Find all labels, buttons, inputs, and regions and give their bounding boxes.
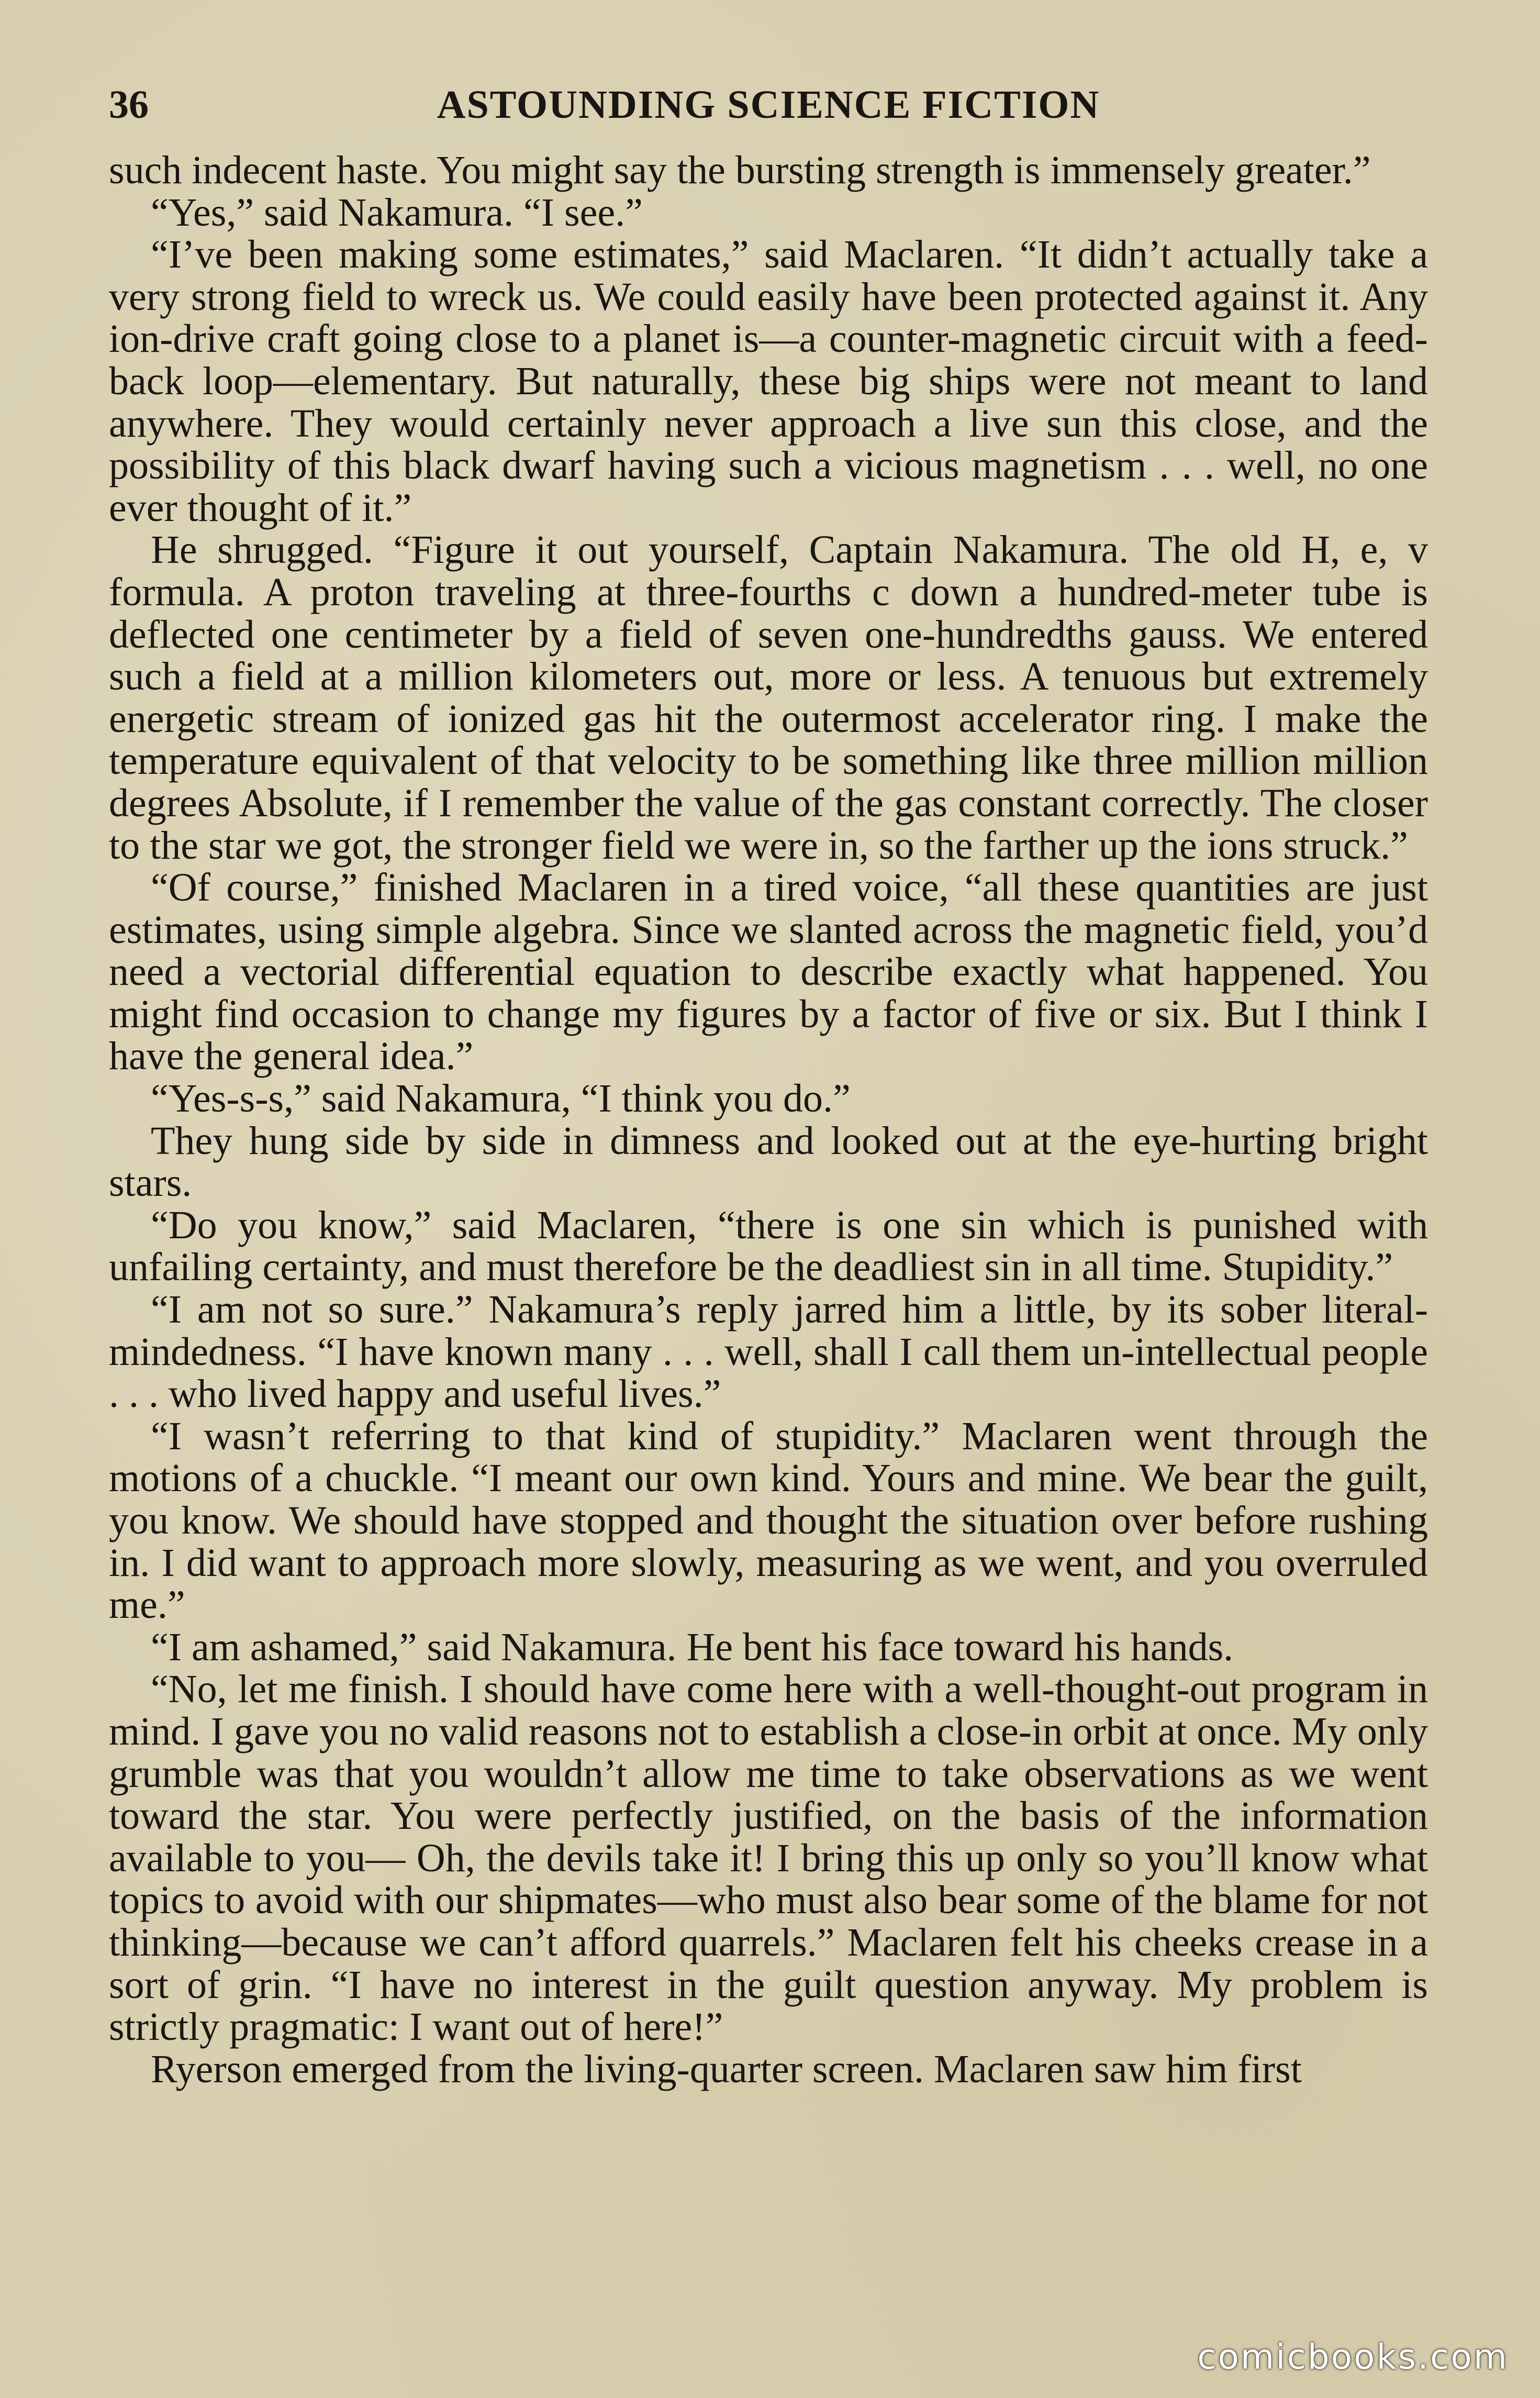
paragraph: “I wasn’t referring to that kind of stupidity.” Maclaren went through the motions of a chuckle. “I meant our own kind. Yours and mine. We bear the guilt, you know. We should have stopped and thought the situation over before rushing in. I did want to approach more slowly, measuring as we went, and you overruled me.” xyxy=(109,1414,1428,1627)
body-text xyxy=(109,149,1428,2090)
paragraph: “Yes,” said Nakamura. “I see.” xyxy=(151,190,643,235)
paragraph: They hung side by side in dimness and looked out at the eye-hurting bright stars. xyxy=(109,1118,1428,1205)
running-head: ASTOUNDING SCIENCE FICTION xyxy=(437,83,1100,127)
paragraph: “Of course,” finished Maclaren in a tired voice, “all these quantities are just estimates, using simple algebra. Since we slanted across the magnetic field, you’d need a vectorial differential equation to describe exactly what happened. You might find occasion to change my figures by a factor of five or six. But I think I have the general idea.” xyxy=(109,865,1428,1079)
paragraph: “I am not so sure.” Nakamura’s reply jarred him a little, by its sober literal-mindedness. “I have known many . . . well, shall I call them un-intellectual people . . . who lived happy and useful lives.” xyxy=(109,1287,1428,1416)
paragraph: “No, let me finish. I should have come here with a well-thought-out program in mind. I gave you no valid reasons not to establish a close-in orbit at once. My only grumble was that you wouldn’t allow me time to take observations as we went toward the star. You were perfectly justified, on the basis of the information available to you— Oh, the devils take it! I bring this up only so you’ll know what topics to avoid with our shipmates—who must also bear some of the blame for not thinking—because we can’t afford quarrels.” Maclaren felt his cheeks crease in a sort of grin. “I have no interest in the guilt question anyway. My problem is strictly pragmatic: I want out of here!” xyxy=(109,1667,1428,2049)
paragraph: He shrugged. “Figure it out yourself, Captain Nakamura. The old H, e, v formula. A proton traveling at three-fourths c down a hundred-meter tube is deflected one centimeter by a field of seven one-hundredths gauss. We entered such a field at a million kilometers out, more or less. A tenuous but extremely energetic stream of ionized gas hit the outermost accelerator ring. I make the temperature equivalent of that velocity to be something like three million million degrees Absolute, if I remember the value of the gas constant correctly. The closer to the star we got, the stronger field we were in, so the farther up the ions struck.” xyxy=(109,528,1428,868)
paragraph: such indecent haste. You might say the bursting strength is immensely greater.” xyxy=(109,148,1371,192)
paragraph: Ryerson emerged from the living-quarter screen. Maclaren saw him first xyxy=(151,2047,1302,2091)
paragraph: “Yes-s-s,” said Nakamura, “I think you do.” xyxy=(151,1076,851,1121)
page-header xyxy=(109,79,1428,131)
paragraph: “Do you know,” said Maclaren, “there is one sin which is punished with unfailing certainty, and must therefore be the deadliest sin in all time. Stupidity.” xyxy=(109,1203,1428,1290)
paragraph: “I’ve been making some estimates,” said Maclaren. “It didn’t actually take a very strong field to wreck us. We could easily have been protected against it. Any ion-drive craft going close to a planet is—a counter-magnetic circuit with a feed-back loop—elementary. But naturally, these big ships were not meant to land anywhere. They would certainly never approach a live sun this close, and the possibility of this black dwarf having such a vicious magnetism . . . well, no one ever thought of it.” xyxy=(109,232,1428,530)
page-number: 36 xyxy=(109,83,149,127)
paragraph: “I am ashamed,” said Nakamura. He bent his face toward his hands. xyxy=(151,1625,1234,1669)
watermark: comicbooks.com xyxy=(1197,2337,1509,2377)
